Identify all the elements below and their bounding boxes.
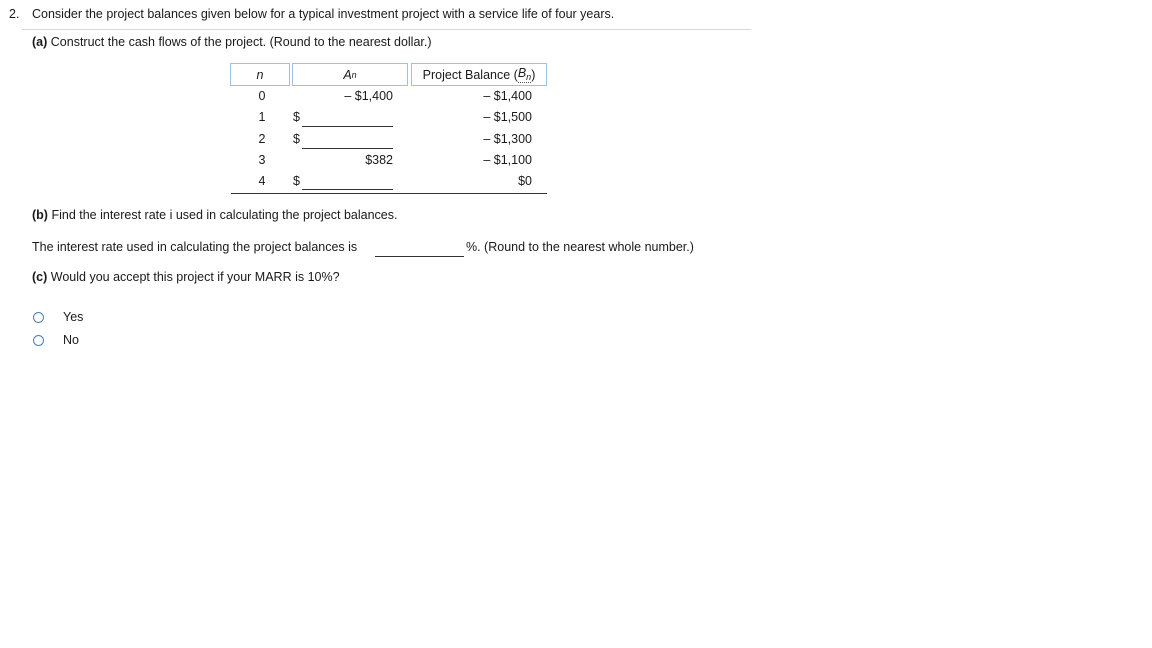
project-balance-value: – $1,100: [483, 153, 532, 167]
project-balance-value: – $1,400: [483, 89, 532, 103]
cash-flow-value: $382: [365, 153, 393, 167]
interest-rate-input[interactable]: [375, 256, 464, 257]
header-pb-bn[interactable]: [518, 66, 531, 83]
option-yes-label[interactable]: Yes: [63, 310, 84, 324]
part-a-label: (a): [32, 35, 48, 49]
part-b-label: (b): [32, 208, 48, 222]
cash-flow-input-2[interactable]: [302, 148, 393, 149]
project-balance-value: $0: [518, 174, 532, 188]
header-pb-close: ): [531, 67, 536, 82]
dollar-sign: $: [293, 132, 300, 146]
radio-no[interactable]: [33, 335, 44, 346]
part-b-heading: [32, 208, 398, 222]
project-balance-value: – $1,300: [483, 132, 532, 146]
header-n-text: n: [256, 67, 264, 82]
header-pb-text: Project Balance (: [422, 67, 518, 82]
cash-flow-value: – $1,400: [344, 89, 393, 103]
divider: [22, 29, 751, 30]
row-n: 3: [258, 153, 266, 167]
header-n: [230, 63, 290, 86]
option-no-label[interactable]: No: [63, 333, 79, 347]
interest-rate-prompt: The interest rate used in calculating the project balances is: [32, 240, 358, 254]
question-text: Consider the project balances given below for a typical investment project with a service life of four years.: [32, 7, 615, 21]
project-balance-value: – $1,500: [483, 110, 532, 124]
row-n: 1: [258, 110, 266, 124]
row-n: 2: [258, 132, 266, 146]
interest-rate-suffix: %. (Round to the nearest whole number.): [466, 240, 694, 254]
header-project-balance: [411, 63, 547, 86]
part-a-text: Construct the cash flows of the project. (Round to the nearest dollar.): [50, 35, 432, 49]
part-a-heading: [32, 35, 432, 49]
part-c-label: (c): [32, 270, 48, 284]
cash-flow-input-4[interactable]: [302, 189, 393, 190]
header-pb-b: B: [517, 66, 527, 80]
part-b-text: Find the interest rate i used in calculating the project balances.: [51, 208, 398, 222]
dollar-sign: $: [293, 110, 300, 124]
table-bottom-rule: [231, 193, 547, 194]
header-a-sub: n: [351, 69, 357, 80]
header-an: [292, 63, 408, 86]
header-pb-sub: n: [526, 72, 532, 82]
dollar-sign: $: [293, 174, 300, 188]
cash-flow-input-1[interactable]: [302, 126, 393, 127]
question-number: 2.: [9, 7, 20, 21]
row-n: 0: [258, 89, 266, 103]
part-c-heading: [32, 270, 340, 284]
part-c-text: Would you accept this project if your MARR is 10%?: [50, 270, 340, 284]
header-a-text: A: [343, 67, 352, 82]
row-n: 4: [258, 174, 266, 188]
radio-yes[interactable]: [33, 312, 44, 323]
